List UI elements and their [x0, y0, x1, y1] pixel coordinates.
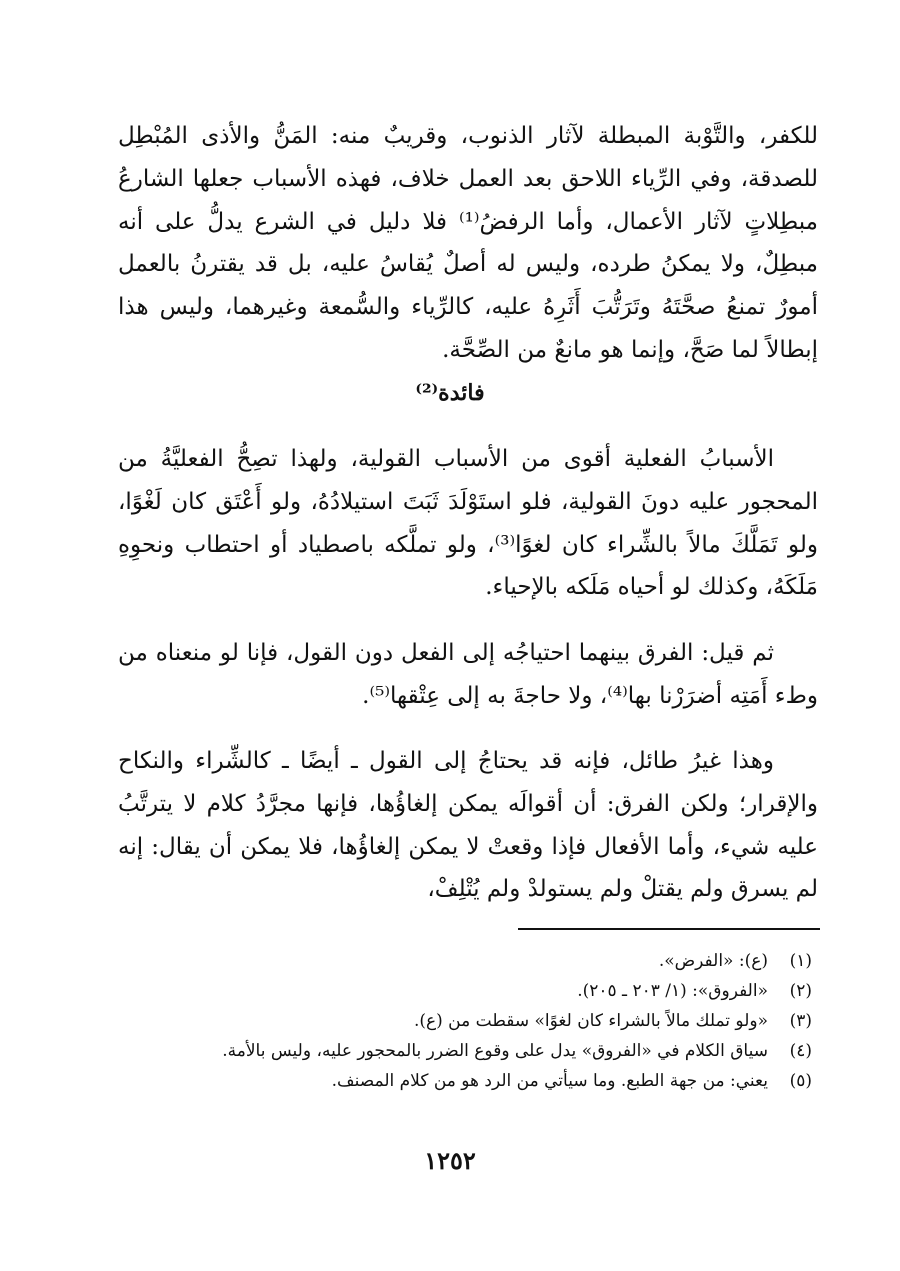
footnote-text: «ولو تملك مالاً بالشراء كان لغوًا» سقطت من (ع). [413, 1011, 768, 1031]
paragraph: الأسبابُ الفعلية أقوى من الأسباب القولية، ولهذا تصِحُّ الفعليَّةُ من المحجور عليه دونَ القولية، فلو استَوْلَدَ ثَبَتَ استيلادُهُ، ولو أَعْتَق كان لَغْوًا، ولو تَمَلَّكَ مالاً بالشِّراء كان لغوًا⁽³⁾، ولو تملَّكه باصطياد أو احتطاب ونحوِهِ مَلَكَهُ، وكذلك لو أحياه مَلَكه بالإحياء. [118, 446, 818, 601]
footnote-number: (٣) [789, 1011, 812, 1031]
footnote-text: «الفروق»: (١/ ٢٠٣ ـ ٢٠٥). [577, 981, 768, 1001]
footnote-separator [518, 928, 820, 930]
footnote [92, 1006, 812, 1036]
footnote-text: يعني: من جهة الطبع. وما سيأتي من الرد هو من كلام المصنف. [331, 1071, 768, 1091]
footnote-number: (٢) [789, 981, 812, 1001]
footnote [92, 1036, 812, 1066]
section-heading: فائدة⁽²⁾ [415, 380, 485, 406]
footnote [92, 976, 812, 1006]
page-number: ١٢٥٢ [424, 1146, 476, 1175]
footnote-number: (١) [789, 951, 812, 971]
paragraph-block-4 [118, 740, 818, 911]
footnote-number: (٥) [789, 1071, 812, 1091]
footnote [92, 946, 812, 976]
footnote-text: (ع): «الفرض». [658, 951, 768, 971]
paragraph-block-2 [118, 438, 818, 609]
paragraph: للكفر، والتَّوْبة المبطلة لآثار الذنوب، وقريبٌ منه: المَنُّ والأذى المُبْطِل للصدقة، وفي الرِّياء اللاحق بعد العمل خلاف، فهذه الأسباب جعلها الشارعُ مبطِلاتٍ لآثار الأعمال، وأما الرفضُ⁽¹⁾ فلا دليل في الشرع يدلُّ على أنه مبطِلٌ، ولا يمكنُ طرده، وليس له أصلٌ يُقاسُ عليه، بل قد يقترنُ بالعمل أمورٌ تمنعُ صحَّتَهُ وتَرَتُّبَ أَثَرِهُ عليه، كالرِّياء والسُّمعة وغيرهما، وليس هذا إبطالاً لما صَحَّ، وإنما هو مانعٌ من الصِّحَّة. [118, 123, 818, 363]
paragraph: ثم قيل: الفرق بينهما احتياجُه إلى الفعل دون القول، فإنا لو منعناه من وطء أَمَتِه أضرَرْنا بها⁽⁴⁾، ولا حاجةَ به إلى عِتْقها⁽⁵⁾. [118, 640, 818, 709]
footnote-text: سياق الكلام في «الفروق» يدل على وقوع الضرر بالمحجور عليه، وليس بالأمة. [222, 1041, 768, 1061]
footnote [92, 1066, 812, 1096]
footnotes [92, 946, 812, 1096]
footnote-number: (٤) [789, 1041, 812, 1061]
paragraph: وهذا غيرُ طائل، فإنه قد يحتاجُ إلى القول ـ أيضًا ـ كالشِّراء والنكاح والإقرار؛ ولكن الفرق: أن أقوالَه يمكن إلغاؤُها، فإنها مجرَّدُ كلام لا يترتَّبُ عليه شيء، وأما الأفعال فإذا وقعتْ لا يمكن إلغاؤُها، فلا يمكن أن يقال: إنه لم يسرق ولم يقتلْ ولم يستولدْ ولم يُتْلِفْ، [118, 748, 818, 903]
paragraph-block-1 [118, 115, 818, 372]
paragraph-block-3 [118, 632, 818, 718]
